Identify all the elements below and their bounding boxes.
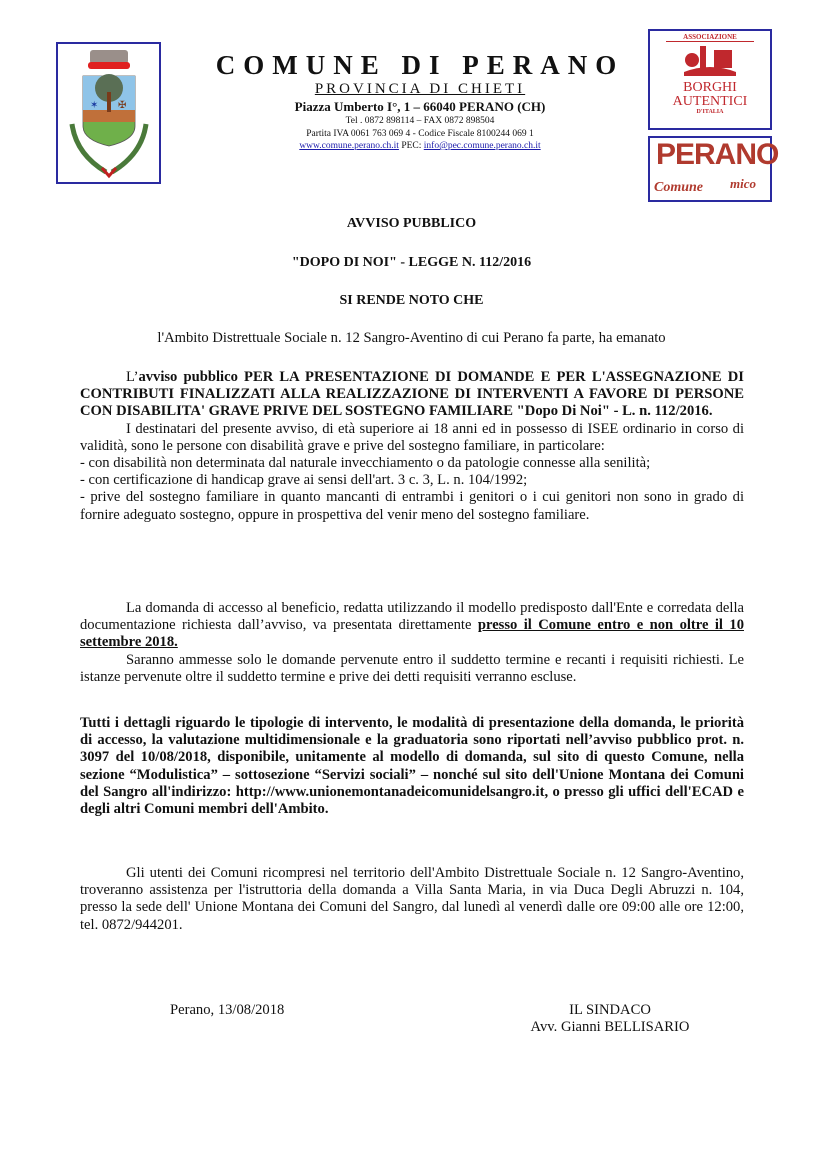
p1-lead: L’ — [126, 369, 139, 385]
logo-perano-text: PERANO — [656, 138, 779, 171]
list-item: - prive del sostegno familiare in quanto mancanti di entrambi i genitori o i cui genitori non sono in grado di fornire adeguato sostegno, oppure in prospettiva del venir meno del sostegno familiare. — [80, 489, 744, 523]
logo-autentici-text: AUTENTICI — [672, 94, 748, 109]
paragraph-destinatari: I destinatari del presente avviso, di età superiore ai 18 anni ed in possesso di ISEE ordinario in corso di validità, sono le persone con disabilità grave e prive del sostegno familiare, in particolare: — [80, 420, 744, 454]
list-item: - con disabilità non determinata dal naturale invecchiamento o da patologie connesse alla senilità; — [80, 455, 651, 472]
svg-text:✶: ✶ — [90, 100, 99, 111]
logo-borghi-text: BORGHI — [683, 80, 737, 95]
contact-line — [170, 141, 670, 151]
p3-text: La domanda di accesso al beneficio, redatta utilizzando il modello predisposto dall'Ente e corredata della documentazione richiesta dall’avviso, va presentata direttamente — [80, 600, 744, 634]
phone-fax: Tel . 0872 898114 – FAX 0872 898504 — [345, 116, 495, 126]
comune-title: COMUNE DI PERANO — [215, 50, 625, 80]
heading-avviso: AVVISO PUBBLICO — [346, 216, 477, 231]
perano-comune-amico-logo — [648, 136, 779, 202]
p1-bold: avviso pubblico PER LA PRESENTAZIONE DI DOMANDE E PER L'ASSEGNAZIONE DI CONTRIBUTI FINALIZZATI ALLA REALIZZAZIONE DI INTERVENTI A FAVORE DI PERSONE CON DISABILITA' GRAVE PRIVE DEL SOSTEGNO FAMILIARE "Dopo Di Noi" - L. n. 112/2016. — [80, 369, 744, 420]
mayor-role: IL SINDACO — [569, 1002, 651, 1018]
coat-of-arms-icon — [58, 44, 159, 182]
list-item: - con certificazione di handicap grave ai sensi dell'art. 3 c. 3, L. n. 104/1992; — [80, 472, 528, 489]
website-link[interactable]: www.comune.perano.ch.it — [299, 141, 399, 151]
heading-rende-noto: SI RENDE NOTO CHE — [339, 293, 484, 308]
paragraph-dettagli: Tutti i dettagli riguardo le tipologie di intervento, le modalità di presentazione della domanda, le priorità di accesso, la valutazione multidimensionale e la graduatoria sono riportati nell’avviso pubblico prot. n. 3097 del 10/08/2018, disponibile, unitamente al modello di domanda, sul sito di questo Comune, nella sezione “Modulistica” – sottosezione “Servizi sociali” – nonché sul sito dell'Unione Montana dei Comuni del Sangro all'indirizzo: http://www.unionemontanadeicomunidelsangro.it, o presso gli uffici dell'ECAD e degli altri Comuni membri dell'Ambito. — [80, 715, 744, 818]
provincia: PROVINCIA DI CHIETI — [314, 81, 526, 97]
paragraph-domanda — [80, 600, 744, 652]
intro-text: l'Ambito Distrettuale Sociale n. 12 Sangro-Aventino di cui Perano fa parte, ha emanato — [157, 330, 666, 346]
address: Piazza Umberto I°, 1 – 66040 PERANO (CH) — [294, 99, 546, 114]
logo-comune-text: Comune — [654, 180, 704, 195]
pec-label: PEC: — [401, 141, 422, 151]
logo-mico-text: mico — [730, 176, 756, 191]
body-section-2 — [80, 600, 744, 686]
svg-text:✠: ✠ — [118, 100, 127, 111]
borghi-autentici-logo — [648, 29, 772, 130]
deadline-text: presso il Comune entro e non oltre il 10 settembre 2018. — [80, 617, 744, 651]
paragraph-assistenza: Gli utenti dei Comuni ricompresi nel territorio dell'Ambito Distrettuale Sociale n. 12 Sangro-Aventino, troveranno assistenza per l'istruttoria della domanda a Villa Santa Maria, in via Duca Degli Abruzzi n. 104, presso la sede dell' Unione Montana dei Comuni del Sangro, dal lunedì al venerdì dalle ore 09:00 alle ore 12:00, tel. 0872/944201. — [80, 865, 744, 933]
tax-info: Partita IVA 0061 763 069 4 - Codice Fiscale 8100244 069 1 — [306, 129, 534, 139]
heading-dopo-di-noi: "DOPO DI NOI" - LEGGE N. 112/2016 — [291, 255, 532, 270]
coat-of-arms-logo — [56, 42, 161, 184]
mayor-name: Avv. Gianni BELLISARIO — [530, 1019, 690, 1035]
paragraph-ammesse: Saranno ammesse solo le domande pervenute entro il suddetto termine e recanti i requisiti richiesti. Le istanze pervenute oltre il suddetto termine e prive dei detti requisiti verranno escluse. — [80, 651, 744, 685]
logo-italia-text: D'ITALIA — [696, 109, 724, 115]
logo-association-text: ASSOCIAZIONE — [666, 33, 754, 42]
place-date: Perano, 13/08/2018 — [170, 1002, 285, 1018]
body-section-1 — [80, 369, 744, 524]
pec-email-link[interactable]: info@pec.comune.perano.ch.it — [423, 141, 541, 151]
village-icon — [680, 42, 740, 76]
paragraph-avviso — [80, 369, 744, 421]
